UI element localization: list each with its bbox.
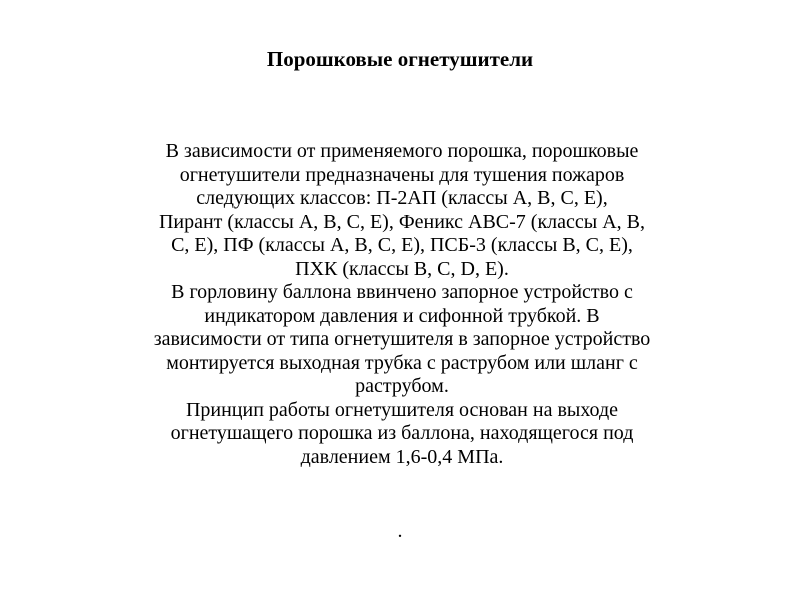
slide-body — [62, 140, 742, 469]
text-line: Пирант (классы А, В, С, Е), Феникс АВС-7 (классы А, В, — [158, 210, 646, 233]
text-line: раструбом. — [355, 375, 449, 397]
paragraph-working-principle — [62, 399, 742, 470]
text-line: зависимости от типа огнетушителя в запорное устройство — [153, 328, 651, 350]
trailing-dot: . — [397, 520, 403, 542]
text-line: индикатором давления и сифонной трубкой. В — [204, 304, 600, 327]
text-line: Принцип работы огнетушителя основан на выходе — [185, 398, 619, 421]
text-line: С, Е), ПФ (классы А, В, С, Е), ПСБ-3 (классы В, С, Е), — [171, 234, 633, 256]
slide-title: Порошковые огнетушители — [266, 47, 534, 71]
text-line: В зависимости от применяемого порошка, порошковые — [165, 140, 639, 162]
text-line: огнетушители предназначены для тушения пожаров — [179, 163, 625, 186]
paragraph-powder-classes — [62, 140, 742, 281]
text-line: огнетушащего порошка из баллона, находящегося под — [170, 422, 634, 444]
text-line: давлением 1,6-0,4 МПа. — [300, 445, 504, 468]
text-line: монтируется выходная трубка с раструбом или шланг с — [166, 351, 638, 374]
text-line: В горловину баллона ввинчено запорное устройство с — [171, 281, 633, 303]
paragraph-device-structure — [62, 281, 742, 399]
text-line: следующих классов: П-2АП (классы А, В, С, Е), — [196, 187, 608, 209]
text-line: ПХК (классы В, С, D, Е). — [295, 257, 509, 280]
